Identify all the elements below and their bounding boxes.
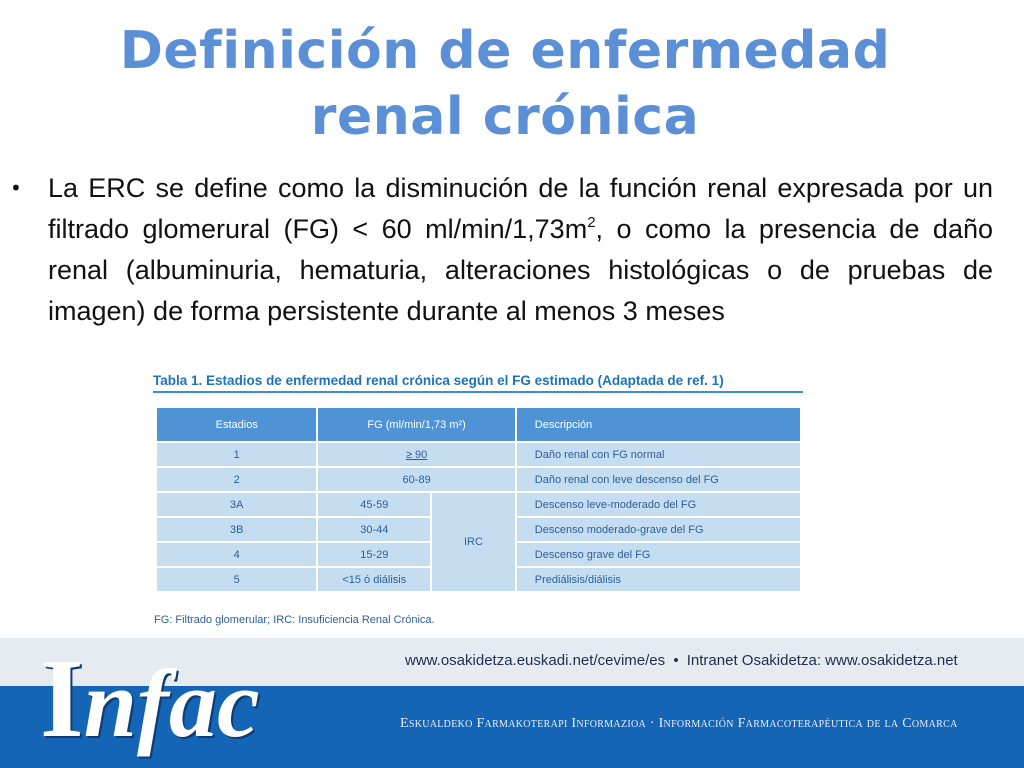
stage-cell: 3B [156, 517, 317, 542]
bullet-icon: • [10, 176, 22, 200]
stage-cell: 4 [156, 542, 317, 567]
description-cell: Descenso moderado-grave del FG [516, 517, 801, 542]
intranet-link[interactable]: Intranet Osakidetza: www.osakidetza.net [686, 652, 958, 669]
fg-cell: 30-44 [317, 517, 431, 542]
fg-cell: 45-59 [317, 492, 431, 517]
stage-cell: 2 [156, 467, 317, 492]
header-fg: FG (ml/min/1,73 m²) [317, 407, 515, 442]
description-cell: Prediálisis/diálisis [516, 567, 801, 592]
header-description: Descripción [516, 407, 801, 442]
irc-cell: IRC [431, 492, 516, 592]
table-row [156, 492, 801, 517]
table-caption [153, 373, 803, 393]
description-cell: Daño renal con FG normal [516, 442, 801, 467]
description-cell: Descenso leve-moderado del FG [516, 492, 801, 517]
stage-cell: 5 [156, 567, 317, 592]
fg-cell: <15 ó diálisis [317, 567, 431, 592]
table-row [156, 442, 801, 467]
page-title [0, 18, 1010, 150]
stage-cell: 3A [156, 492, 317, 517]
fg-cell: ≥ 90 [317, 442, 515, 467]
title-line-2: renal crónica [310, 87, 700, 147]
header-stages: Estadios [156, 407, 317, 442]
footer-links [405, 652, 958, 669]
table-caption-prefix: Tabla 1. [153, 373, 203, 388]
footer-tagline: Eskualdeko Farmakoterapi Informazioa · Información Farmacoterapéutica de la Comarca [400, 716, 958, 731]
table-caption-title: Estadios de enfermedad renal crónica según el FG estimado (Adaptada de ref. 1) [206, 373, 724, 388]
table-header-row [156, 407, 801, 442]
bullet-text-part-1: La ERC se define como la disminución de la función renal expresada por un filtrado glomerural (FG) < 60 ml/min/1,73m [48, 173, 993, 244]
infac-logo [40, 637, 260, 761]
ckd-stages-table [155, 406, 802, 593]
fg-cell: 15-29 [317, 542, 431, 567]
superscript-2: 2 [587, 214, 596, 231]
logo-initial: I [40, 637, 84, 761]
logo-rest: nfac [83, 650, 260, 757]
description-cell: Descenso grave del FG [516, 542, 801, 567]
stage-cell: 1 [156, 442, 317, 467]
footer-separator: • [673, 652, 679, 669]
table-footnote: FG: Filtrado glomerular; IRC: Insuficiencia Renal Crónica. [154, 614, 435, 626]
bullet-paragraph [48, 168, 993, 332]
description-cell: Daño renal con leve descenso del FG [516, 467, 801, 492]
bullet-text-part-2: , o como la presencia de daño renal (albuminuria, hematuria, alteraciones histológicas o de pruebas de imagen) de forma persistente durante al menos 3 meses [48, 214, 993, 326]
fg-cell: 60-89 [317, 467, 515, 492]
cevime-link[interactable]: www.osakidetza.euskadi.net/cevime/es [405, 652, 666, 669]
table-row [156, 467, 801, 492]
title-line-1: Definición de enfermedad [119, 21, 891, 81]
